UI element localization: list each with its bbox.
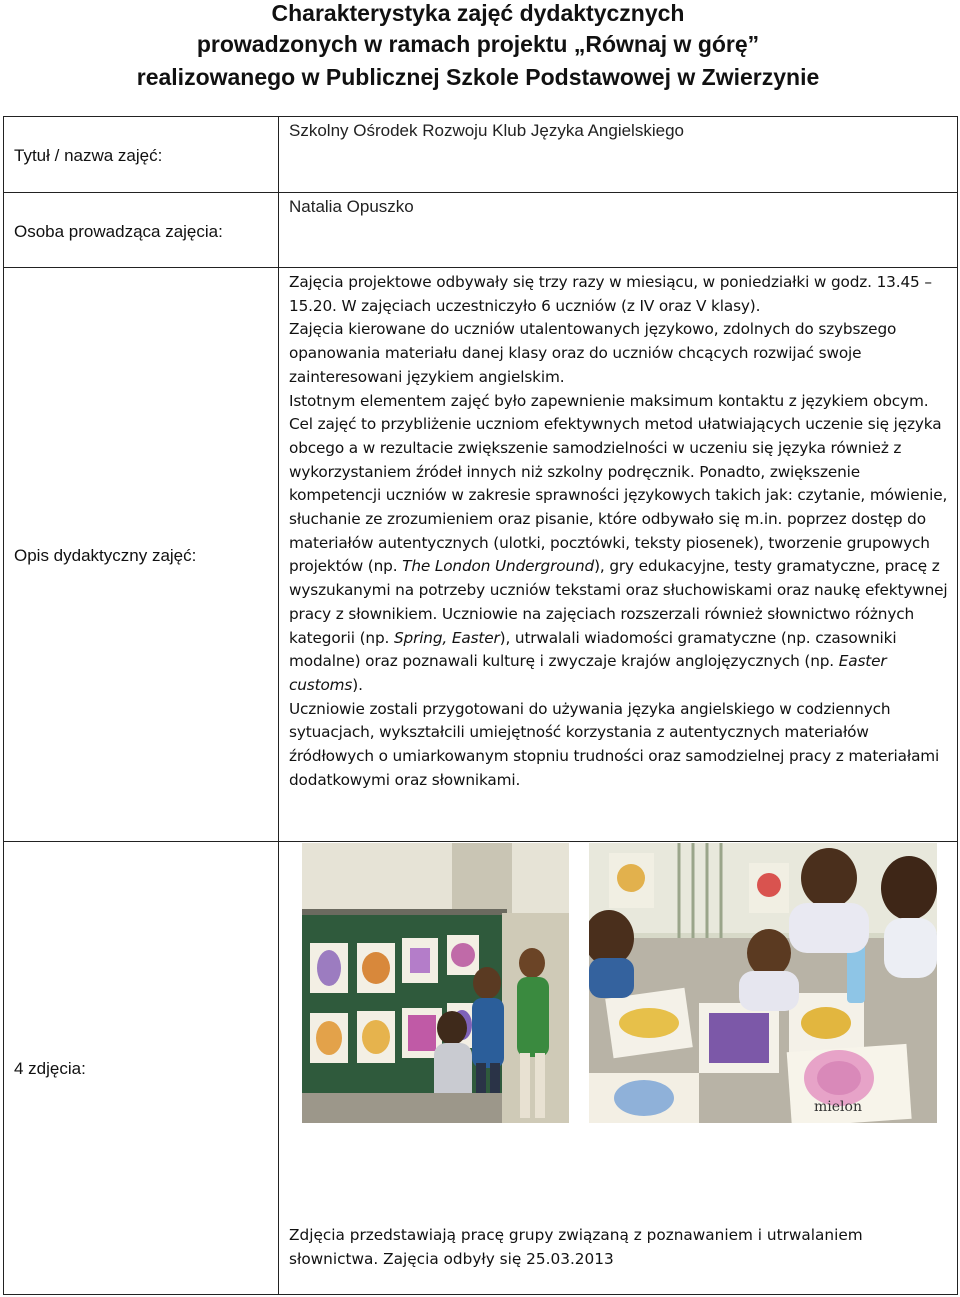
row-divider-1 bbox=[3, 192, 958, 193]
photo-table-illustration bbox=[589, 843, 937, 1123]
column-divider bbox=[278, 116, 279, 1295]
goals-text-a: Cel zajęć to przybliżenie uczniom efektywnych metod ułatwiających uczenie się języka obcego a w rezultacie zwiększenie samodzielności w uczeniu się języka również z wykorzystaniem źródeł innych niż szkolny podręcznik. Ponadto, zwiększenie kompetencji uczniów w zakresie sprawności językowych takich jak: czytanie, mówienie, słuchanie ze zrozumieniem oraz pisanie, które odbywało się m.in. poprzez dostęp do materiałów autentycznych (ulotki, pocztówki, teksty piosenek), tworzenie grupowych projektów (np. bbox=[289, 415, 948, 576]
goals-text-c: ), utrwalali wiadomości gramatyczne (np. czasowniki modalne) oraz poznawali kulturę i zwyczaje krajów anglojęzycznych (np. bbox=[289, 628, 897, 671]
title-line-2: prowadzonych w ramach projektu „Równaj w górę” bbox=[196, 31, 760, 57]
description-paragraph-contact: Istotnym elementem zajęć było zapewnienie maksimum kontaktu z językiem obcym. bbox=[289, 391, 929, 410]
table-card-label: mielon bbox=[814, 1099, 862, 1115]
photos-caption bbox=[289, 1224, 949, 1271]
table-border-top bbox=[3, 116, 958, 117]
caption-line-2: słownictwa. Zajęcia odbyły się 25.03.2013 bbox=[289, 1249, 614, 1268]
goals-italic-spring: Spring, Easter bbox=[393, 628, 500, 647]
row-divider-2 bbox=[3, 267, 958, 268]
title-label: Tytuł / nazwa zajęć: bbox=[14, 146, 163, 165]
photo-board-activity bbox=[302, 843, 569, 1123]
description-paragraph-schedule: Zajęcia projektowe odbywały się trzy razy w miesiącu, w poniedziałki w godz. 13.45 – 15.20. W zajęciach uczestniczyło 6 uczniów (z IV oraz V klasy). bbox=[289, 273, 932, 315]
description-label: Opis dydaktyczny zajęć: bbox=[14, 546, 197, 565]
description-paragraph-outcome: Uczniowie zostali przygotowani do używania języka angielskiego w codziennych sytuacjach, wykształcili umiejętność korzystania z autentycznych materiałów źródłowych o umiarkowanym stopniu trudności oraz samodzielnej pracy z materiałami dodatkowymi oraz słownikami. bbox=[289, 699, 940, 789]
table-border-right bbox=[957, 116, 958, 1295]
row-divider-3 bbox=[3, 841, 958, 842]
title-value: Szkolny Ośrodek Rozwoju Klub Języka Angielskiego bbox=[289, 121, 684, 140]
photos-label: 4 zdjęcia: bbox=[14, 1059, 86, 1078]
caption-line-1: Zdjęcia przedstawiają pracę grupy związaną z poznawaniem i utrwalaniem bbox=[289, 1226, 863, 1244]
teacher-value: Natalia Opuszko bbox=[289, 197, 414, 216]
photo-board-illustration bbox=[302, 843, 569, 1123]
table-border-bottom bbox=[3, 1294, 958, 1295]
description-text bbox=[289, 271, 949, 792]
description-paragraph-goals bbox=[289, 413, 949, 697]
goals-italic-easter: Easter customs bbox=[289, 652, 887, 694]
title-line-3: realizowanego w Publicznej Szkole Podstawowej w Zwierzynie bbox=[136, 64, 820, 90]
description-paragraph-target: Zajęcia kierowane do uczniów utalentowanych językowo, zdolnych do szybszego opanowania materiału danej klasy oraz do uczniów chcących rozwijać swoje zainteresowani językiem angielskim. bbox=[289, 320, 897, 386]
title-line-1: Charakterystyka zajęć dydaktycznych bbox=[271, 0, 685, 26]
goals-italic-london: The London Underground bbox=[402, 557, 595, 576]
goals-text-b: ), gry edukacyjne, testy gramatyczne, pracę z wyszukanymi na potrzeby uczniów tekstami oraz słuchowiskami oraz naukę efektywnej pracy z słownikiem. Uczniowie na zajęciach rozszerzali również słownictwo różnych kategorii (np. bbox=[289, 557, 948, 647]
table-border-left bbox=[3, 116, 4, 1295]
goals-text-d: ). bbox=[352, 675, 363, 694]
photo-table-activity bbox=[589, 843, 937, 1123]
teacher-label: Osoba prowadząca zajęcia: bbox=[14, 222, 223, 241]
